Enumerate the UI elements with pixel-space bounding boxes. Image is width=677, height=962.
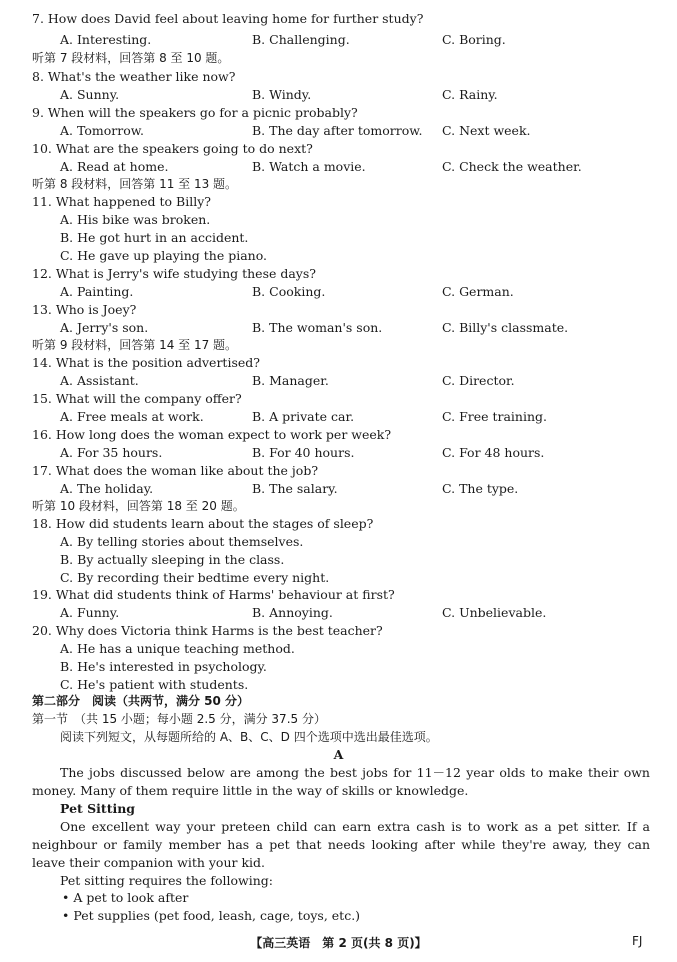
requirements-intro: Pet sitting requires the following: <box>60 873 273 888</box>
q17-option-b: B. The salary. <box>252 481 338 496</box>
question-7: 7. How does David feel about leaving home for further study? <box>32 11 424 26</box>
question-14: 14. What is the position advertised? <box>32 355 260 370</box>
q20-option-a: A. He has a unique teaching method. <box>60 641 295 656</box>
q8-option-b: B. Windy. <box>252 87 312 102</box>
q16-option-b: B. For 40 hours. <box>252 445 355 460</box>
instruction-passage-9: 听第 9 段材料，回答第 14 至 17 题。 <box>32 338 238 352</box>
q9-option-b: B. The day after tomorrow. <box>252 123 423 138</box>
q17-option-c: C. The type. <box>442 481 519 496</box>
q9-option-c: C. Next week. <box>442 123 531 138</box>
q16-option-c: C. For 48 hours. <box>442 445 545 460</box>
q19-option-c: C. Unbelievable. <box>442 605 547 620</box>
q10-option-b: B. Watch a movie. <box>252 159 366 174</box>
q11-option-a: A. His bike was broken. <box>60 212 211 227</box>
q10-option-a: A. Read at home. <box>60 159 169 174</box>
q9-option-a: A. Tomorrow. <box>60 123 144 138</box>
question-9: 9. When will the speakers go for a picnic probably? <box>32 105 358 120</box>
passage-letter: A <box>333 747 344 762</box>
question-19: 19. What did students think of Harms' behaviour at first? <box>32 587 395 602</box>
q12-option-c: C. German. <box>442 284 514 299</box>
q15-option-b: B. A private car. <box>252 409 355 424</box>
question-15: 15. What will the company offer? <box>32 391 242 406</box>
part2-title: 第二部分 阅读（共两节，满分 50 分） <box>32 694 250 708</box>
q18-option-b: B. By actually sleeping in the class. <box>60 552 285 567</box>
instruction-passage-7: 听第 7 段材料，回答第 8 至 10 题。 <box>32 51 230 65</box>
page-footer: 【高三英语 第 2 页(共 8 页)】 <box>250 936 427 950</box>
requirement-item-1: • A pet to look after <box>62 890 189 905</box>
q17-option-a: A. The holiday. <box>60 481 154 496</box>
q16-option-a: A. For 35 hours. <box>60 445 163 460</box>
q14-option-c: C. Director. <box>442 373 515 388</box>
q14-option-a: A. Assistant. <box>60 373 139 388</box>
q18-option-a: A. By telling stories about themselves. <box>60 534 304 549</box>
passage-paragraph-2 <box>32 818 650 872</box>
question-20: 20. Why does Victoria think Harms is the best teacher? <box>32 623 383 638</box>
passage-paragraph-2-text: One excellent way your preteen child can earn extra cash is to work as a pet sitter. If a neighbour or family member has a pet that needs looking after while they're away, they can leave their companion with your kid. <box>32 819 650 870</box>
question-11: 11. What happened to Billy? <box>32 194 211 209</box>
q7-option-c: C. Boring. <box>442 32 506 47</box>
q8-option-a: A. Sunny. <box>60 87 120 102</box>
q18-option-c: C. By recording their bedtime every night. <box>60 570 330 585</box>
q7-option-b: B. Challenging. <box>252 32 350 47</box>
instruction-passage-10: 听第 10 段材料，回答第 18 至 20 题。 <box>32 499 245 513</box>
question-18: 18. How did students learn about the stages of sleep? <box>32 516 374 531</box>
instruction-passage-8: 听第 8 段材料，回答第 11 至 13 题。 <box>32 177 238 191</box>
q19-option-a: A. Funny. <box>60 605 120 620</box>
q7-option-a: A. Interesting. <box>60 32 152 47</box>
q13-option-c: C. Billy's classmate. <box>442 320 569 335</box>
q11-option-c: C. He gave up playing the piano. <box>60 248 268 263</box>
requirement-item-2: • Pet supplies (pet food, leash, cage, toys, etc.) <box>62 908 361 923</box>
reading-directions: 阅读下列短文，从每题所给的 A、B、C、D 四个选项中选出最佳选项。 <box>60 730 438 744</box>
q12-option-a: A. Painting. <box>60 284 134 299</box>
q20-option-b: B. He's interested in psychology. <box>60 659 267 674</box>
question-13: 13. Who is Joey? <box>32 302 137 317</box>
footer-code: FJ <box>632 934 643 948</box>
section1-title: 第一节 （共 15 小题；每小题 2.5 分，满分 37.5 分） <box>32 712 326 726</box>
q13-option-a: A. Jerry's son. <box>60 320 149 335</box>
question-10: 10. What are the speakers going to do next? <box>32 141 313 156</box>
section-heading-pet-sitting: Pet Sitting <box>60 801 136 816</box>
passage-paragraph-1 <box>32 764 650 800</box>
question-17: 17. What does the woman like about the job? <box>32 463 319 478</box>
q11-option-b: B. He got hurt in an accident. <box>60 230 249 245</box>
q20-option-c: C. He's patient with students. <box>60 677 249 692</box>
q19-option-b: B. Annoying. <box>252 605 333 620</box>
q15-option-a: A. Free meals at work. <box>60 409 204 424</box>
q8-option-c: C. Rainy. <box>442 87 498 102</box>
q13-option-b: B. The woman's son. <box>252 320 383 335</box>
q10-option-c: C. Check the weather. <box>442 159 582 174</box>
question-8: 8. What's the weather like now? <box>32 69 236 84</box>
question-12: 12. What is Jerry's wife studying these days? <box>32 266 316 281</box>
question-16: 16. How long does the woman expect to work per week? <box>32 427 392 442</box>
passage-paragraph-1-text: The jobs discussed below are among the best jobs for 11－12 year olds to make their own money. Many of them require little in the way of skills or knowledge. <box>32 765 650 798</box>
q15-option-c: C. Free training. <box>442 409 548 424</box>
q14-option-b: B. Manager. <box>252 373 329 388</box>
q12-option-b: B. Cooking. <box>252 284 326 299</box>
